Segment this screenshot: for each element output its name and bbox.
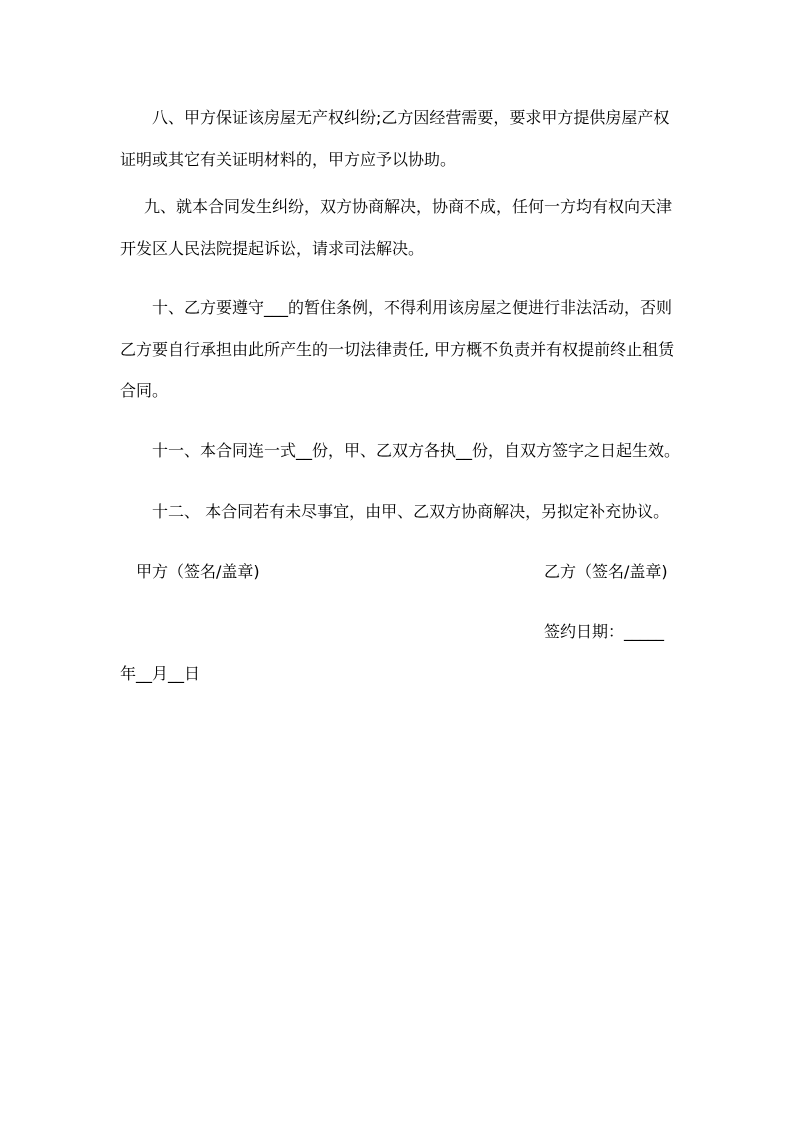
party-a-signature: 甲方（签名/盖章)	[136, 562, 260, 581]
signing-date-line: 年__月__日	[120, 664, 201, 683]
clause-8-line-1: 八、甲方保证该房屋无产权纠纷;乙方因经营需要，要求甲方提供房屋产权	[152, 108, 670, 127]
clause-8-line-2: 证明或其它有关证明材料的，甲方应予以协助。	[120, 150, 457, 169]
clause-9-line-1: 九、就本合同发生纠纷，双方协商解决，协商不成，任何一方均有权向天津	[144, 197, 673, 216]
clause-10-line-3: 合同。	[120, 381, 169, 400]
clause-10-line-1: 十、乙方要遵守___的暂住条例，不得利用该房屋之便进行非法活动，否则	[152, 298, 673, 317]
clause-12-line-1: 十二、 本合同若有未尽事宜，由甲、乙双方协商解决，另拟定补充协议。	[152, 502, 670, 521]
clause-11-line-1: 十一、本合同连一式__份，甲、乙双方各执__份，自双方签字之日起生效。	[152, 441, 681, 460]
signing-date-label: 签约日期：_____	[544, 622, 665, 641]
clause-10-line-2: 乙方要自行承担由此所产生的一切法律责任, 甲方概不负责并有权提前终止租赁	[120, 340, 675, 359]
party-b-signature: 乙方（签名/盖章)	[544, 562, 668, 581]
clause-9-line-2: 开发区人民法院提起诉讼，请求司法解决。	[120, 239, 425, 258]
